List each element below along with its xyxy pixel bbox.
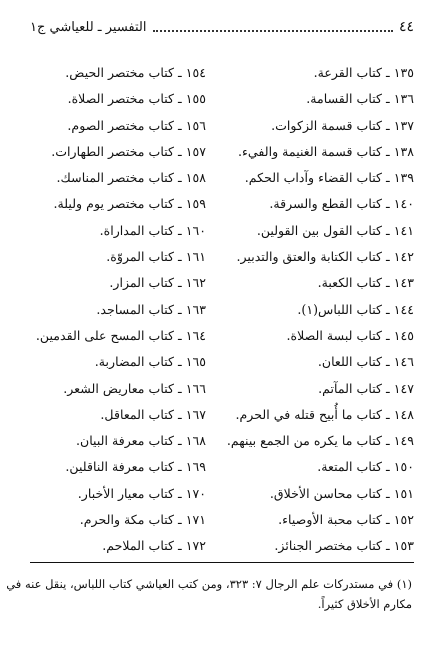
list-item: ١٤٦ ـ كتاب اللعان. <box>317 354 414 370</box>
list-item: ١٤٠ ـ كتاب القطع والسرقة. <box>269 196 414 212</box>
list-item: ١٥٩ ـ كتاب مختصر يوم وليلة. <box>53 196 206 212</box>
list-item: ١٧٠ ـ كتاب معيار الأخبار. <box>77 485 206 501</box>
list-item: ١٦٢ ـ كتاب المزار. <box>109 275 206 291</box>
list-item: ١٣٧ ـ كتاب قسمة الزكوات. <box>271 117 414 133</box>
list-item: ١٥٣ ـ كتاب مختصر الجنائز. <box>274 538 414 554</box>
left-column-list <box>26 60 206 560</box>
list-item: ١٤٨ ـ كتاب ما أُبيح قتله في الحرم. <box>235 406 414 422</box>
footnote <box>6 574 412 614</box>
list-item: ١٤٢ ـ كتاب الكتابة والعتق والتدبير. <box>236 249 414 265</box>
list-item: ١٥٥ ـ كتاب مختصر الصلاة. <box>67 91 206 107</box>
list-item: ١٦١ ـ كتاب المروّة. <box>106 249 206 265</box>
footnote-line: (١) في مستدركات علم الرجال ٧: ٣٢٣، ومن كتب العياشي كتاب اللباس، ينقل عنه في <box>6 577 412 591</box>
list-item: ١٦٠ ـ كتاب المداراة. <box>99 222 206 238</box>
list-item: ١٤٩ ـ كتاب ما يكره من الجمع بينهم. <box>226 433 414 449</box>
list-item: ١٥٧ ـ كتاب مختصر الطهارات. <box>51 143 206 159</box>
page-header <box>30 16 414 38</box>
footnote-separator <box>30 562 414 563</box>
list-item: ١٧٢ ـ كتاب الملاحم. <box>102 538 206 554</box>
list-item: ١٥١ ـ كتاب محاسن الأخلاق. <box>269 485 414 501</box>
list-item: ١٤١ ـ كتاب القول بين القولين. <box>256 222 414 238</box>
list-item: ١٤٤ ـ كتاب اللباس(١). <box>297 301 414 317</box>
list-item: ١٦٥ ـ كتاب المضاربة. <box>94 354 206 370</box>
list-item: ١٣٩ ـ كتاب القضاء وآداب الحكم. <box>244 170 414 186</box>
list-item: ١٧١ ـ كتاب مكة والحرم. <box>79 512 206 528</box>
list-item: ١٥٤ ـ كتاب مختصر الحيض. <box>65 65 206 80</box>
page-number: ٤٤ <box>398 19 414 35</box>
list-item: ١٤٥ ـ كتاب لبسة الصلاة. <box>286 327 414 343</box>
list-item: ١٣٨ ـ كتاب قسمة الغنيمة والفيء. <box>237 143 414 159</box>
list-item: ١٦٤ ـ كتاب المسح على القدمين. <box>35 327 206 343</box>
list-item: ١٤٧ ـ كتاب المآتم. <box>318 380 414 396</box>
header-dotted-leader <box>153 30 393 32</box>
list-item: ١٥٨ ـ كتاب مختصر المناسك. <box>56 170 206 186</box>
footnote-line: مكارم الأخلاق كثيراً. <box>317 597 412 611</box>
list-item: ١٤٣ ـ كتاب الكعبة. <box>317 275 414 291</box>
list-item: ١٦٩ ـ كتاب معرفة الناقلين. <box>65 459 206 475</box>
list-item: ١٥٢ ـ كتاب محبة الأوصياء. <box>278 512 414 528</box>
list-item: ١٥٠ ـ كتاب المتعة. <box>317 459 414 475</box>
list-item: ١٦٨ ـ كتاب معرفة البيان. <box>75 433 206 449</box>
list-item: ١٦٦ ـ كتاب معاريض الشعر. <box>63 380 206 396</box>
list-item: ١٦٣ ـ كتاب المساجد. <box>96 301 206 317</box>
right-column-list <box>218 60 414 560</box>
list-item: ١٣٥ ـ كتاب القرعة. <box>313 65 414 80</box>
list-item: ١٦٧ ـ كتاب المعاقل. <box>100 406 206 422</box>
list-item: ١٥٦ ـ كتاب مختصر الصوم. <box>67 117 206 133</box>
list-item: ١٣٦ ـ كتاب القسامة. <box>306 91 414 107</box>
running-title: التفسير ـ للعياشي ج١ <box>30 19 147 35</box>
